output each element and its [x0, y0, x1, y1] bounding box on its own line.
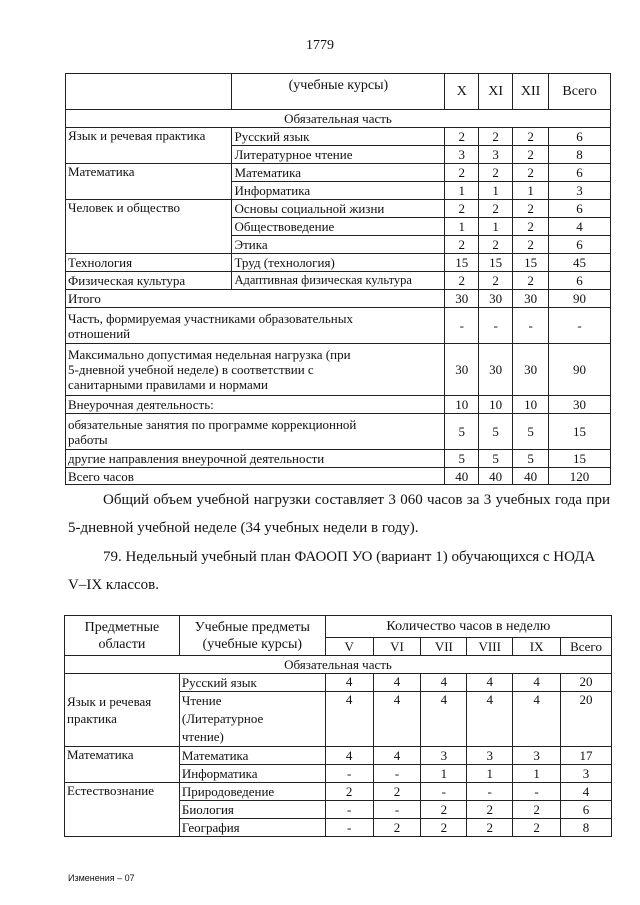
value-cell: 6	[549, 164, 611, 182]
value-cell: 15	[479, 254, 513, 272]
table-row	[66, 200, 611, 218]
page-number: 1779	[306, 38, 334, 53]
value-cell: 15	[549, 450, 611, 468]
table-row	[66, 290, 611, 308]
subject-cell: Чтение (Литературное чтение)	[179, 692, 325, 747]
value-cell: 4	[549, 218, 611, 236]
value-cell: 1	[513, 765, 561, 783]
value-cell: 5	[445, 450, 479, 468]
value-cell: 6	[549, 128, 611, 146]
area-cell: Человек и общество	[66, 200, 232, 254]
value-cell: 2	[479, 128, 513, 146]
value-cell: 20	[561, 674, 612, 692]
value-cell: 2	[513, 164, 549, 182]
value-cell: 8	[549, 146, 611, 164]
header-subjects: Учебные предметы (учебные курсы)	[179, 616, 325, 656]
value-cell: 2	[479, 236, 513, 254]
value-cell: 30	[445, 290, 479, 308]
value-cell: 30	[445, 344, 479, 396]
value-cell: 5	[479, 414, 513, 450]
value-cell: -	[467, 783, 513, 801]
value-cell: 40	[479, 468, 513, 485]
value-cell: 4	[467, 674, 513, 692]
section-row	[65, 656, 612, 674]
value-cell: 40	[445, 468, 479, 485]
value-cell: -	[325, 801, 373, 819]
value-cell: 4	[373, 692, 421, 747]
subject-cell: Этика	[232, 236, 445, 254]
value-cell: -	[373, 801, 421, 819]
header-grade: VIII	[467, 638, 513, 656]
value-cell: 45	[549, 254, 611, 272]
header-grade: IX	[513, 638, 561, 656]
paragraph-plan-title: 79. Недельный учебный план ФАООП УО (вариант 1) обучающихся с НОДА V–IX классов.	[68, 549, 596, 593]
area-cell: Технология	[66, 254, 232, 272]
value-cell: 30	[513, 290, 549, 308]
section-title: Обязательная часть	[65, 656, 612, 674]
value-cell: 2	[513, 200, 549, 218]
value-cell: 2	[513, 801, 561, 819]
value-cell: 2	[513, 218, 549, 236]
section-title: Обязательная часть	[66, 110, 611, 128]
header-areas-cell	[66, 74, 232, 110]
value-cell: 4	[421, 692, 467, 747]
value-cell: 2	[479, 164, 513, 182]
header-hours: Количество часов в неделю	[325, 616, 611, 638]
summary-label: Внеурочная деятельность:	[66, 396, 445, 414]
value-cell: 5	[445, 414, 479, 450]
value-cell: 2	[513, 272, 549, 290]
value-cell: 2	[445, 128, 479, 146]
subject-cell: Основы социальной жизни	[232, 200, 445, 218]
value-cell: 2	[421, 801, 467, 819]
table-row	[65, 747, 612, 765]
value-cell: 30	[479, 344, 513, 396]
table-row	[66, 272, 611, 290]
subject-cell: Литературное чтение	[232, 146, 445, 164]
area-cell: Математика	[66, 164, 232, 200]
table-row	[66, 468, 611, 485]
table-row	[66, 344, 611, 396]
table-row	[65, 674, 612, 692]
subject-cell: Русский язык	[232, 128, 445, 146]
value-cell: 4	[373, 747, 421, 765]
area-cell: Математика	[65, 747, 180, 783]
summary-label: Максимально допустимая недельная нагрузка (при 5-дневной учебной неделе) в соответствии с санитарными правилами и нормами	[66, 344, 445, 396]
value-cell: 4	[325, 674, 373, 692]
value-cell: 2	[513, 819, 561, 837]
table-row	[66, 128, 611, 146]
value-cell: 4	[513, 674, 561, 692]
value-cell: 1	[479, 182, 513, 200]
summary-label: Часть, формируемая участниками образовательных отношений	[66, 308, 445, 344]
value-cell: 1	[513, 182, 549, 200]
subject-cell: Природоведение	[179, 783, 325, 801]
value-cell: 6	[549, 272, 611, 290]
value-cell: 1	[479, 218, 513, 236]
value-cell: 3	[479, 146, 513, 164]
value-cell: 15	[445, 254, 479, 272]
header-subjects: (учебные курсы)	[232, 74, 445, 110]
value-cell: 2	[445, 236, 479, 254]
value-cell: 30	[479, 290, 513, 308]
value-cell: 2	[479, 200, 513, 218]
table-row	[66, 308, 611, 344]
subject-cell: Русский язык	[179, 674, 325, 692]
table-header-row	[66, 74, 611, 110]
header-grade: VII	[421, 638, 467, 656]
header-total: Всего	[561, 638, 612, 656]
value-cell: 5	[513, 450, 549, 468]
value-cell: 2	[421, 819, 467, 837]
value-cell: 6	[549, 236, 611, 254]
area-cell: Язык и речевая практика	[66, 128, 232, 164]
curriculum-table-v-ix	[64, 615, 612, 837]
table-row	[66, 414, 611, 450]
value-cell: 2	[445, 164, 479, 182]
value-cell: 4	[325, 747, 373, 765]
value-cell: 2	[445, 200, 479, 218]
value-cell: -	[421, 783, 467, 801]
value-cell: -	[325, 765, 373, 783]
value-cell: 6	[561, 801, 612, 819]
value-cell: -	[513, 308, 549, 344]
value-cell: 3	[467, 747, 513, 765]
value-cell: 120	[549, 468, 611, 485]
subject-cell: Математика	[232, 164, 445, 182]
value-cell: 2	[513, 128, 549, 146]
summary-label: Всего часов	[66, 468, 445, 485]
summary-label: другие направления внеурочной деятельности	[66, 450, 445, 468]
value-cell: -	[479, 308, 513, 344]
value-cell: 1	[445, 218, 479, 236]
header-total: Всего	[549, 74, 611, 110]
subject-cell: География	[179, 819, 325, 837]
value-cell: 17	[561, 747, 612, 765]
subject-cell: Биология	[179, 801, 325, 819]
value-cell: 2	[373, 783, 421, 801]
subject-cell: Математика	[179, 747, 325, 765]
area-cell: Естествознание	[65, 783, 180, 837]
value-cell: 4	[513, 692, 561, 747]
value-cell: 4	[325, 692, 373, 747]
footer-note: Изменения – 07	[68, 873, 135, 883]
value-cell: 2	[325, 783, 373, 801]
value-cell: 90	[549, 290, 611, 308]
table-row	[66, 450, 611, 468]
value-cell: 2	[479, 272, 513, 290]
value-cell: 10	[479, 396, 513, 414]
value-cell: 20	[561, 692, 612, 747]
summary-label: Итого	[66, 290, 445, 308]
value-cell: 3	[445, 146, 479, 164]
value-cell: 3	[549, 182, 611, 200]
value-cell: 4	[467, 692, 513, 747]
value-cell: 2	[373, 819, 421, 837]
header-grade: V	[325, 638, 373, 656]
value-cell: 2	[445, 272, 479, 290]
value-cell: 1	[421, 765, 467, 783]
subject-cell: Информатика	[232, 182, 445, 200]
value-cell: 2	[467, 819, 513, 837]
value-cell: 4	[561, 783, 612, 801]
value-cell: 90	[549, 344, 611, 396]
value-cell: 2	[513, 146, 549, 164]
value-cell: -	[373, 765, 421, 783]
paragraph-total-load: Общий объем учебной нагрузки составляет 3 060 часов за 3 учебных года при 5-дневной учебной неделе (34 учебных недели в году).	[68, 492, 610, 536]
subject-cell: Адаптивная физическая культура	[232, 272, 445, 290]
value-cell: 5	[513, 414, 549, 450]
value-cell: -	[445, 308, 479, 344]
curriculum-table-x-xii	[65, 73, 611, 485]
header-grade: XI	[479, 74, 513, 110]
table-row	[65, 783, 612, 801]
value-cell: 10	[513, 396, 549, 414]
section-row	[66, 110, 611, 128]
summary-label: обязательные занятия по программе коррекционной работы	[66, 414, 445, 450]
value-cell: 2	[467, 801, 513, 819]
value-cell: 30	[513, 344, 549, 396]
area-cell: Язык и речевая практика	[65, 674, 180, 747]
subject-cell: Обществоведение	[232, 218, 445, 236]
subject-cell: Информатика	[179, 765, 325, 783]
table-header-row	[65, 616, 612, 638]
value-cell: 2	[513, 236, 549, 254]
subject-cell: Труд (технология)	[232, 254, 445, 272]
value-cell: 5	[479, 450, 513, 468]
header-grade: VI	[373, 638, 421, 656]
value-cell: 40	[513, 468, 549, 485]
value-cell: 3	[561, 765, 612, 783]
table-row	[66, 396, 611, 414]
value-cell: 4	[421, 674, 467, 692]
area-cell: Физическая культура	[66, 272, 232, 290]
value-cell: 10	[445, 396, 479, 414]
value-cell: 8	[561, 819, 612, 837]
value-cell: 3	[421, 747, 467, 765]
value-cell: -	[549, 308, 611, 344]
value-cell: -	[513, 783, 561, 801]
value-cell: 15	[549, 414, 611, 450]
value-cell: 6	[549, 200, 611, 218]
header-areas: Предметные области	[65, 616, 180, 656]
header-grade: XII	[513, 74, 549, 110]
value-cell: 3	[513, 747, 561, 765]
value-cell: 15	[513, 254, 549, 272]
header-grade: X	[445, 74, 479, 110]
table-row	[66, 164, 611, 182]
value-cell: 4	[373, 674, 421, 692]
value-cell: 1	[445, 182, 479, 200]
value-cell: 1	[467, 765, 513, 783]
value-cell: -	[325, 819, 373, 837]
table-row	[66, 254, 611, 272]
value-cell: 30	[549, 396, 611, 414]
